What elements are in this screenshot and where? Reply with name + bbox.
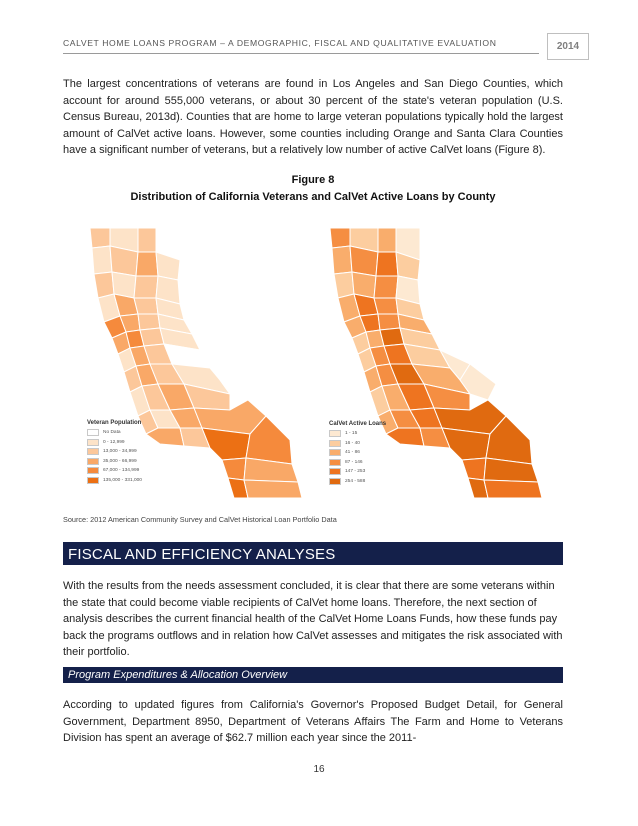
legend-swatch xyxy=(87,477,99,484)
legend-item xyxy=(87,447,142,457)
legend-swatch xyxy=(87,439,99,446)
legend-swatch xyxy=(329,449,341,456)
figure-caption: Distribution of California Veterans and CalVet Active Loans by County xyxy=(130,191,496,203)
legend-swatch xyxy=(87,448,99,455)
legend-swatch xyxy=(87,429,99,436)
legend-item xyxy=(329,477,386,487)
page-number: 16 xyxy=(313,764,325,775)
header-year-badge: 2014 xyxy=(547,33,589,60)
legend-item xyxy=(329,458,386,468)
legend-item xyxy=(87,457,142,467)
legend-item xyxy=(329,439,386,449)
legend-item xyxy=(329,467,386,477)
section-paragraph: With the results from the needs assessment concluded, it is clear that there are some veterans within the state that could become viable recipients of CalVet home loans. Therefore, the next section of analysis describes the current financial health of the CalVet Home Loans Funds, how these funds pay back the programs outflows and in relation how CalVet assesses and mitigates the risk associated with their portfolio. xyxy=(63,580,563,658)
legend-label: 16 - 40 xyxy=(345,440,360,446)
legend-item xyxy=(87,438,142,448)
legend-swatch xyxy=(329,430,341,437)
legend-item xyxy=(87,428,142,438)
figure-source: Source: 2012 American Community Survey and CalVet Historical Loan Portfolio Data xyxy=(63,515,337,524)
veteran-population-legend xyxy=(87,420,142,485)
legend-label: 0 - 12,999 xyxy=(103,439,125,445)
legend-title: CalVet Active Loans xyxy=(329,421,387,427)
calvet-active-loans-legend xyxy=(329,421,386,486)
header-rule xyxy=(63,53,539,54)
legend-item xyxy=(329,448,386,458)
legend-swatch xyxy=(329,459,341,466)
legend-label: 41 - 86 xyxy=(345,450,360,456)
header-title: CALVET HOME LOANS PROGRAM – A DEMOGRAPHIC, FISCAL AND QUALITATIVE EVALUATION xyxy=(63,38,497,48)
legend-title: Veteran Population xyxy=(87,420,142,426)
subsection-paragraph: According to updated figures from California's Governor's Proposed Budget Detail, for General Government, Department 8950, Department of Veterans Affairs The Farm and Home to Veterans Division has spent an average of $62.7 million each year since the 2011- xyxy=(63,699,563,744)
legend-label: 13,000 - 34,999 xyxy=(103,449,137,455)
legend-item xyxy=(87,466,142,476)
legend-label: No Data xyxy=(103,430,121,436)
legend-label: 1 - 15 xyxy=(345,431,358,437)
section-heading: FISCAL AND EFFICIENCY ANALYSES xyxy=(63,542,563,565)
page-header xyxy=(63,30,587,64)
figure-number: Figure 8 xyxy=(291,174,335,186)
intro-paragraph: The largest concentrations of veterans are found in Los Angeles and San Diego Counties, which account for around 555,000 veterans, or about 30 percent of the state's veteran population (U.S. Census Bureau, 2013d). Counties that are home to large veteran populations typically hold the largest amount of CalVet active loans. However, some counties including Orange and Santa Clara Counties have a significant number of veterans, but a relatively low number of active CalVet loans (Figure 8). xyxy=(63,78,563,156)
legend-label: 147 - 253 xyxy=(345,469,366,475)
legend-label: 35,000 - 66,999 xyxy=(103,458,137,464)
legend-swatch xyxy=(329,440,341,447)
subsection-heading: Program Expenditures & Allocation Overview xyxy=(63,667,563,683)
legend-swatch xyxy=(329,478,341,485)
legend-label: 87 - 146 xyxy=(345,459,363,465)
legend-label: 135,000 - 331,000 xyxy=(103,477,142,483)
legend-item xyxy=(329,429,386,439)
legend-label: 67,000 - 134,999 xyxy=(103,468,140,474)
legend-item xyxy=(87,476,142,486)
legend-label: 254 - 588 xyxy=(345,478,366,484)
legend-swatch xyxy=(329,468,341,475)
legend-swatch xyxy=(87,467,99,474)
legend-swatch xyxy=(87,458,99,465)
